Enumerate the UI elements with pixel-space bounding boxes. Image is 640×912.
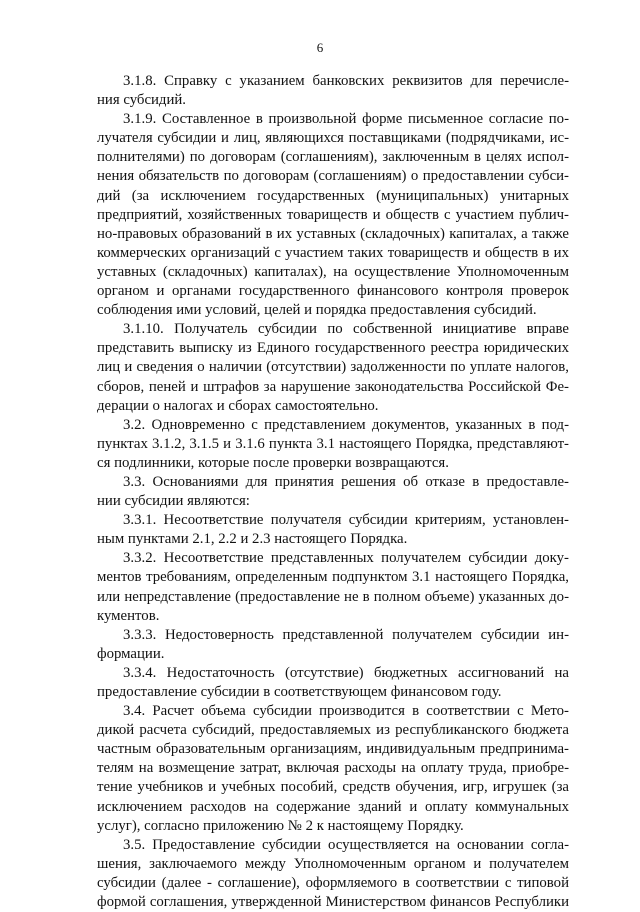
text-line: 3.4. Расчет объема субсидии производится в соответствии с Мето-: [123, 703, 569, 720]
text-line: дий (за исключением государственных (муниципальных) унитарных: [97, 187, 569, 204]
document-body: [97, 72, 569, 912]
paragraph-3-3: [97, 473, 569, 511]
text-line: 3.5. Предоставление субсидии осуществляется на основании согла-: [123, 836, 569, 853]
text-line: дерации о налогах и сборах самостоятельно.: [97, 397, 379, 414]
text-line: сборов, пеней и штрафов за нарушение законодательства Российской Фе-: [97, 378, 569, 395]
text-line: услуг), согласно приложению № 2 к настоящему Порядку.: [97, 817, 464, 834]
text-line: предоставление субсидии в соответствующем финансовом году.: [97, 684, 502, 700]
text-line: ния субсидий.: [97, 92, 186, 109]
text-line: органом и органами государственного финансового контроля проверок: [97, 283, 569, 300]
text-line: коммерческих организаций с участием таких товариществ и обществ в их: [97, 244, 569, 261]
text-line: кументов.: [97, 607, 160, 624]
text-line: 3.3.2. Несоответствие представленных получателем субсидии доку-: [123, 550, 569, 567]
paragraph-3-5: [97, 836, 569, 912]
text-line: ся подлинники, которые после проверки возвращаются.: [97, 454, 449, 471]
text-line: лиц и сведения о наличии (отсутствии) задолженности по уплате налогов,: [97, 359, 569, 376]
text-line: 3.2. Одновременно с представлением документов, указанных в под-: [123, 416, 569, 433]
text-line: 3.1.10. Получатель субсидии по собственной инициативе вправе: [123, 321, 569, 338]
text-line: ментов требованиям, определенным подпунктом 3.1 настоящего Порядка,: [97, 569, 569, 586]
text-line: субсидии (далее - соглашение), оформляемого в соответствии с типовой: [97, 874, 569, 891]
text-line: 3.1.9. Составленное в произвольной форме письменное согласие по-: [123, 111, 569, 128]
text-line: нения обязательств по договорам (соглашениям) о предоставлении субси-: [97, 168, 569, 185]
text-line: исключением расходов на содержание зданий и оплату коммунальных: [97, 798, 569, 815]
text-line: но-правовых образований в их уставных (складочных) капиталах, а также: [97, 225, 569, 242]
text-line: полнителями) по договорам (соглашениям), заключенным в целях испол-: [97, 149, 569, 166]
paragraph-3-1-8: [97, 72, 569, 110]
text-line: дикой расчета субсидий, предоставляемых из республиканского бюджета: [97, 722, 569, 739]
paragraph-3-1-9: [97, 110, 569, 320]
text-line: формации.: [97, 645, 165, 662]
text-line: 3.3.1. Несоответствие получателя субсидии критериям, установлен-: [123, 512, 569, 529]
text-line: нии субсидии являются:: [97, 493, 250, 510]
text-line: представить выписку из Единого государственного реестра юридических: [97, 340, 569, 357]
text-line: лучателя субсидии и лиц, являющихся поставщиками (подрядчиками, ис-: [97, 130, 569, 147]
page-number: 6: [316, 40, 324, 55]
text-line: 3.3. Основаниями для принятия решения об отказе в предоставле-: [123, 473, 569, 490]
text-line: тение учебников и учебных пособий, средств обучения, игр, игрушек (за: [97, 779, 569, 796]
text-line: телям на возмещение затрат, включая расходы на оплату труда, приобре-: [97, 760, 569, 777]
text-line: ным пунктами 2.1, 2.2 и 2.3 настоящего Порядка.: [97, 531, 408, 548]
paragraph-3-3-1: [97, 511, 569, 549]
text-line: шения, заключаемого между Уполномоченным органом и получателем: [97, 855, 569, 872]
text-line: соблюдения ими условий, целей и порядка предоставления субсидий.: [97, 302, 537, 319]
paragraph-3-3-2: [97, 549, 569, 625]
paragraph-3-2: [97, 416, 569, 473]
text-line: пунктах 3.1.2, 3.1.5 и 3.1.6 пункта 3.1 настоящего Порядка, представляют-: [97, 435, 569, 452]
text-line: 3.3.3. Недостоверность представленной получателем субсидии ин-: [123, 626, 569, 643]
paragraph-3-3-3: [97, 626, 569, 664]
text-line: уставных (складочных) капиталах), на осуществление Уполномоченным: [97, 263, 569, 280]
text-line: 3.1.8. Справку с указанием банковских реквизитов для перечисле-: [123, 73, 569, 89]
paragraph-3-1-10: [97, 320, 569, 415]
text-line: 3.3.4. Недостаточность (отсутствие) бюджетных ассигнований на: [123, 664, 569, 681]
paragraph-3-3-4: [97, 664, 569, 702]
text-line: частным образовательным организациям, индивидуальным предпринима-: [97, 741, 569, 758]
text-line: или непредставление (предоставление не в полном объеме) указанных до-: [97, 588, 569, 605]
text-line: формой соглашения, утвержденной Министерством финансов Республики: [97, 894, 569, 911]
text-line: предприятий, хозяйственных товариществ и обществ с участием публич-: [97, 206, 569, 223]
paragraph-3-4: [97, 702, 569, 836]
